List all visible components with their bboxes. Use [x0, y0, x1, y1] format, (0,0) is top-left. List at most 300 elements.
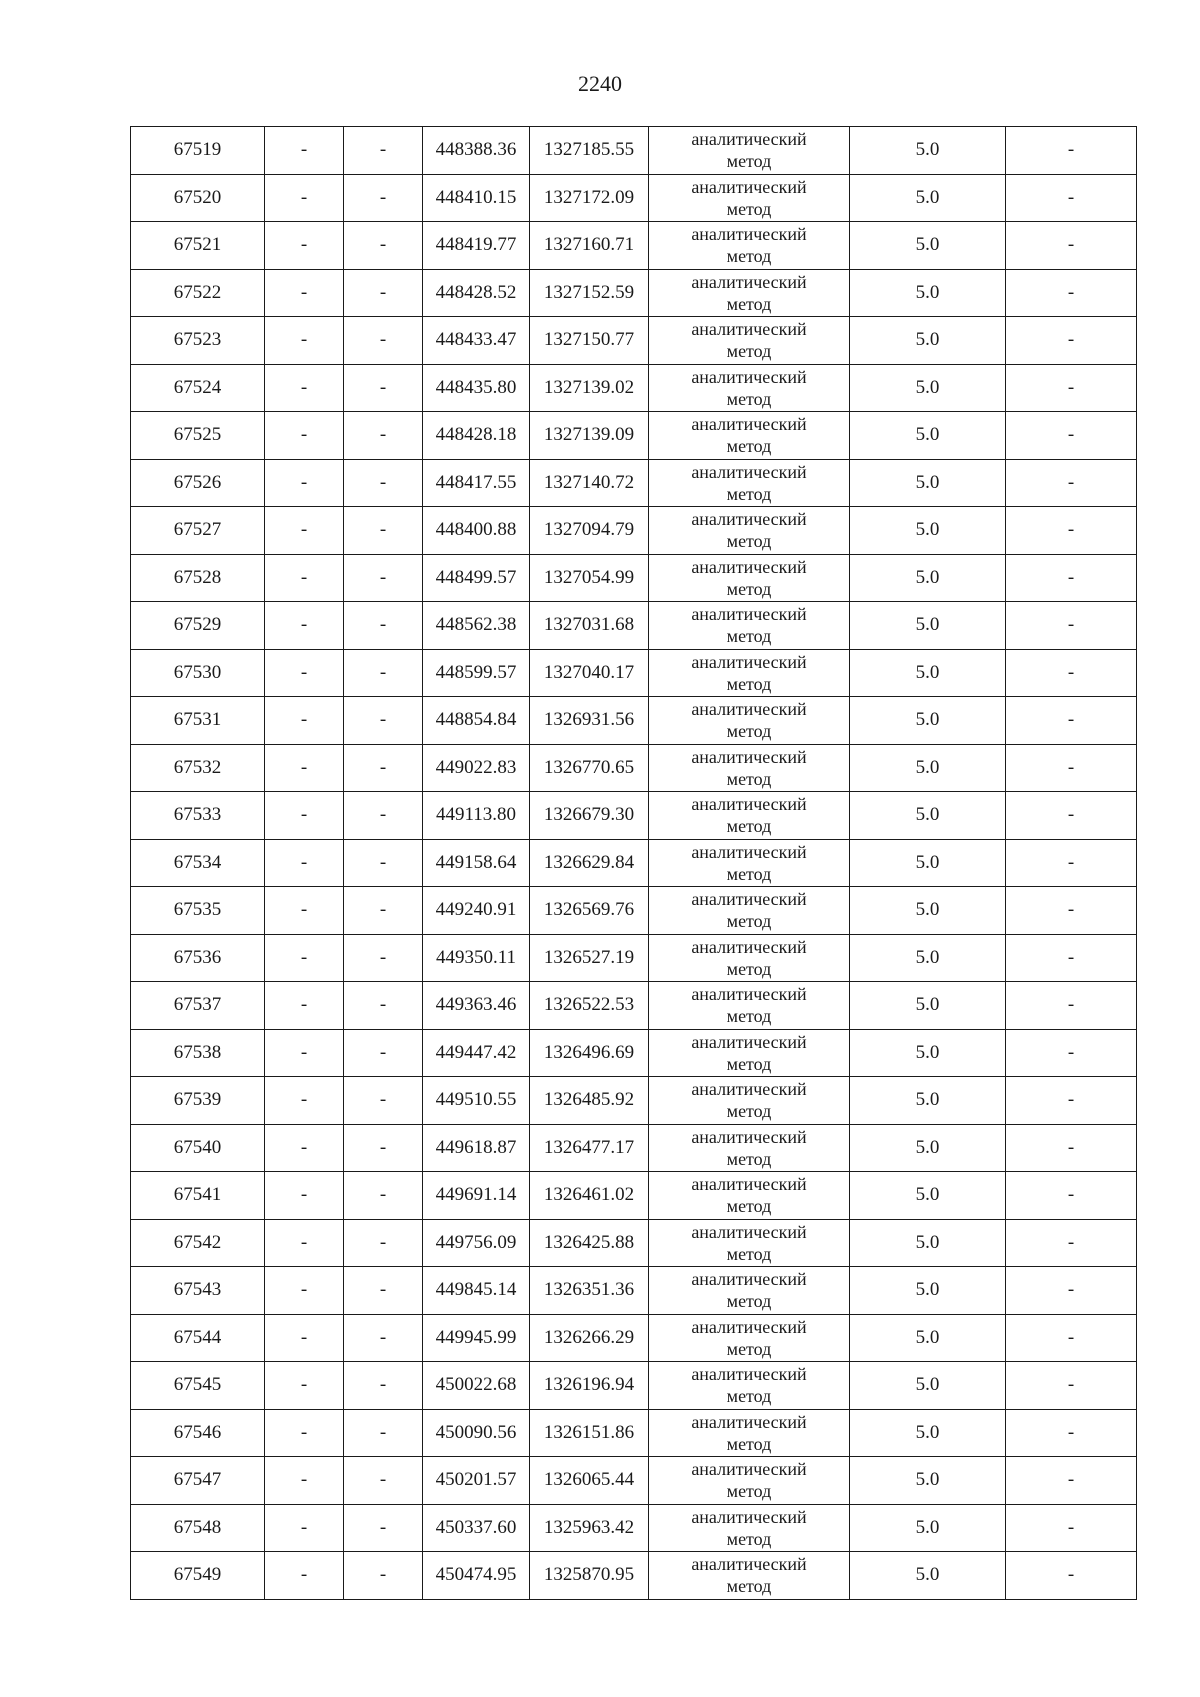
method-line-1: аналитический — [691, 651, 807, 672]
accuracy-cell: 5.0 — [850, 1457, 1006, 1505]
x-coordinate-cell: 449510.55 — [423, 1077, 530, 1125]
accuracy-cell: 5.0 — [850, 507, 1006, 555]
point-number-cell: 67544 — [131, 1314, 265, 1362]
point-number-cell: 67522 — [131, 269, 265, 317]
method-cell — [649, 554, 850, 602]
note-cell: - — [1006, 697, 1137, 745]
empty-cell-a: - — [265, 934, 344, 982]
accuracy-cell: 5.0 — [850, 554, 1006, 602]
empty-cell-b: - — [344, 127, 423, 175]
note-cell: - — [1006, 1314, 1137, 1362]
method-line-2: метод — [726, 626, 772, 647]
x-coordinate-cell: 448400.88 — [423, 507, 530, 555]
accuracy-cell: 5.0 — [850, 174, 1006, 222]
x-coordinate-cell: 450337.60 — [423, 1504, 530, 1552]
note-cell: - — [1006, 222, 1137, 270]
method-line-2: метод — [726, 673, 772, 694]
empty-cell-b: - — [344, 1504, 423, 1552]
empty-cell-b: - — [344, 1124, 423, 1172]
note-cell: - — [1006, 887, 1137, 935]
x-coordinate-cell: 448854.84 — [423, 697, 530, 745]
x-coordinate-cell: 448435.80 — [423, 364, 530, 412]
method-line-1: аналитический — [691, 224, 807, 245]
accuracy-cell: 5.0 — [850, 1267, 1006, 1315]
x-coordinate-cell: 449845.14 — [423, 1267, 530, 1315]
method-line-1: аналитический — [691, 129, 807, 150]
method-line-2: метод — [726, 911, 772, 932]
note-cell: - — [1006, 507, 1137, 555]
note-cell: - — [1006, 602, 1137, 650]
y-coordinate-cell: 1327172.09 — [530, 174, 649, 222]
method-line-1: аналитический — [691, 889, 807, 910]
method-line-1: аналитический — [691, 984, 807, 1005]
method-cell — [649, 222, 850, 270]
empty-cell-b: - — [344, 1362, 423, 1410]
method-cell — [649, 269, 850, 317]
method-line-1: аналитический — [691, 1554, 807, 1575]
method-line-2: метод — [726, 1006, 772, 1027]
note-cell: - — [1006, 1552, 1137, 1600]
table-row — [131, 412, 1137, 460]
method-line-1: аналитический — [691, 414, 807, 435]
method-line-2: метод — [726, 1101, 772, 1122]
method-line-1: аналитический — [691, 1221, 807, 1242]
method-line-2: метод — [726, 958, 772, 979]
table-row — [131, 1219, 1137, 1267]
accuracy-cell: 5.0 — [850, 364, 1006, 412]
table-row — [131, 1077, 1137, 1125]
table-row — [131, 554, 1137, 602]
empty-cell-a: - — [265, 222, 344, 270]
method-line-1: аналитический — [691, 746, 807, 767]
accuracy-cell: 5.0 — [850, 744, 1006, 792]
x-coordinate-cell: 448433.47 — [423, 317, 530, 365]
accuracy-cell: 5.0 — [850, 649, 1006, 697]
method-cell — [649, 317, 850, 365]
x-coordinate-cell: 448428.18 — [423, 412, 530, 460]
x-coordinate-cell: 448499.57 — [423, 554, 530, 602]
y-coordinate-cell: 1327139.09 — [530, 412, 649, 460]
y-coordinate-cell: 1327150.77 — [530, 317, 649, 365]
point-number-cell: 67543 — [131, 1267, 265, 1315]
point-number-cell: 67529 — [131, 602, 265, 650]
accuracy-cell: 5.0 — [850, 697, 1006, 745]
empty-cell-a: - — [265, 1172, 344, 1220]
accuracy-cell: 5.0 — [850, 1077, 1006, 1125]
point-number-cell: 67527 — [131, 507, 265, 555]
method-line-1: аналитический — [691, 794, 807, 815]
empty-cell-a: - — [265, 744, 344, 792]
empty-cell-b: - — [344, 602, 423, 650]
y-coordinate-cell: 1327152.59 — [530, 269, 649, 317]
y-coordinate-cell: 1327185.55 — [530, 127, 649, 175]
empty-cell-b: - — [344, 934, 423, 982]
page-number: 2240 — [578, 71, 622, 96]
method-line-2: метод — [726, 863, 772, 884]
accuracy-cell: 5.0 — [850, 269, 1006, 317]
y-coordinate-cell: 1325963.42 — [530, 1504, 649, 1552]
accuracy-cell: 5.0 — [850, 1029, 1006, 1077]
point-number-cell: 67541 — [131, 1172, 265, 1220]
y-coordinate-cell: 1326496.69 — [530, 1029, 649, 1077]
method-line-2: метод — [726, 436, 772, 457]
empty-cell-a: - — [265, 1457, 344, 1505]
point-number-cell: 67540 — [131, 1124, 265, 1172]
method-line-1: аналитический — [691, 1174, 807, 1195]
empty-cell-a: - — [265, 839, 344, 887]
method-line-1: аналитический — [691, 509, 807, 530]
accuracy-cell: 5.0 — [850, 222, 1006, 270]
y-coordinate-cell: 1326266.29 — [530, 1314, 649, 1362]
x-coordinate-cell: 450474.95 — [423, 1552, 530, 1600]
table-row — [131, 1029, 1137, 1077]
x-coordinate-cell: 448417.55 — [423, 459, 530, 507]
x-coordinate-cell: 448388.36 — [423, 127, 530, 175]
method-line-2: метод — [726, 578, 772, 599]
empty-cell-a: - — [265, 1314, 344, 1362]
y-coordinate-cell: 1327040.17 — [530, 649, 649, 697]
method-line-1: аналитический — [691, 1411, 807, 1432]
method-line-2: метод — [726, 1481, 772, 1502]
y-coordinate-cell: 1326527.19 — [530, 934, 649, 982]
table-row — [131, 459, 1137, 507]
empty-cell-a: - — [265, 412, 344, 460]
point-number-cell: 67545 — [131, 1362, 265, 1410]
table-row — [131, 1314, 1137, 1362]
accuracy-cell: 5.0 — [850, 1409, 1006, 1457]
y-coordinate-cell: 1326065.44 — [530, 1457, 649, 1505]
point-number-cell: 67521 — [131, 222, 265, 270]
method-line-2: метод — [726, 1291, 772, 1312]
empty-cell-a: - — [265, 459, 344, 507]
method-cell — [649, 1552, 850, 1600]
method-line-1: аналитический — [691, 1459, 807, 1480]
y-coordinate-cell: 1327160.71 — [530, 222, 649, 270]
note-cell: - — [1006, 412, 1137, 460]
empty-cell-b: - — [344, 1267, 423, 1315]
method-cell — [649, 459, 850, 507]
empty-cell-b: - — [344, 507, 423, 555]
note-cell: - — [1006, 127, 1137, 175]
note-cell: - — [1006, 1362, 1137, 1410]
empty-cell-a: - — [265, 1077, 344, 1125]
note-cell: - — [1006, 744, 1137, 792]
empty-cell-b: - — [344, 317, 423, 365]
method-line-2: метод — [726, 246, 772, 267]
point-number-cell: 67549 — [131, 1552, 265, 1600]
y-coordinate-cell: 1327054.99 — [530, 554, 649, 602]
table-row — [131, 507, 1137, 555]
empty-cell-b: - — [344, 1077, 423, 1125]
x-coordinate-cell: 448599.57 — [423, 649, 530, 697]
point-number-cell: 67520 — [131, 174, 265, 222]
x-coordinate-cell: 449022.83 — [423, 744, 530, 792]
method-cell — [649, 1124, 850, 1172]
method-line-2: метод — [726, 1433, 772, 1454]
table-row — [131, 887, 1137, 935]
method-cell — [649, 1267, 850, 1315]
point-number-cell: 67533 — [131, 792, 265, 840]
empty-cell-b: - — [344, 554, 423, 602]
method-line-1: аналитический — [691, 461, 807, 482]
table-body — [131, 127, 1137, 1600]
x-coordinate-cell: 449447.42 — [423, 1029, 530, 1077]
note-cell: - — [1006, 1029, 1137, 1077]
y-coordinate-cell: 1326770.65 — [530, 744, 649, 792]
empty-cell-b: - — [344, 1314, 423, 1362]
note-cell: - — [1006, 1124, 1137, 1172]
method-line-2: метод — [726, 1576, 772, 1597]
method-line-2: метод — [726, 198, 772, 219]
method-line-1: аналитический — [691, 1364, 807, 1385]
empty-cell-b: - — [344, 269, 423, 317]
empty-cell-b: - — [344, 364, 423, 412]
note-cell: - — [1006, 1267, 1137, 1315]
method-line-1: аналитический — [691, 271, 807, 292]
empty-cell-b: - — [344, 459, 423, 507]
point-number-cell: 67548 — [131, 1504, 265, 1552]
method-line-1: аналитический — [691, 1269, 807, 1290]
method-line-2: метод — [726, 721, 772, 742]
y-coordinate-cell: 1326931.56 — [530, 697, 649, 745]
empty-cell-a: - — [265, 1409, 344, 1457]
table-row — [131, 744, 1137, 792]
y-coordinate-cell: 1326151.86 — [530, 1409, 649, 1457]
method-line-2: метод — [726, 483, 772, 504]
method-line-2: метод — [726, 293, 772, 314]
empty-cell-b: - — [344, 744, 423, 792]
method-line-2: метод — [726, 816, 772, 837]
table-row — [131, 649, 1137, 697]
point-number-cell: 67546 — [131, 1409, 265, 1457]
x-coordinate-cell: 449113.80 — [423, 792, 530, 840]
y-coordinate-cell: 1327031.68 — [530, 602, 649, 650]
method-cell — [649, 1219, 850, 1267]
x-coordinate-cell: 449945.99 — [423, 1314, 530, 1362]
y-coordinate-cell: 1327140.72 — [530, 459, 649, 507]
method-line-2: метод — [726, 1148, 772, 1169]
method-line-1: аналитический — [691, 604, 807, 625]
method-cell — [649, 602, 850, 650]
method-cell — [649, 934, 850, 982]
method-cell — [649, 1409, 850, 1457]
method-line-1: аналитический — [691, 319, 807, 340]
empty-cell-a: - — [265, 507, 344, 555]
table-row — [131, 1124, 1137, 1172]
empty-cell-a: - — [265, 887, 344, 935]
point-number-cell: 67539 — [131, 1077, 265, 1125]
x-coordinate-cell: 450201.57 — [423, 1457, 530, 1505]
method-line-1: аналитический — [691, 699, 807, 720]
y-coordinate-cell: 1326351.36 — [530, 1267, 649, 1315]
note-cell: - — [1006, 1504, 1137, 1552]
accuracy-cell: 5.0 — [850, 982, 1006, 1030]
point-number-cell: 67542 — [131, 1219, 265, 1267]
table-row — [131, 792, 1137, 840]
method-line-1: аналитический — [691, 1079, 807, 1100]
method-cell — [649, 507, 850, 555]
accuracy-cell: 5.0 — [850, 934, 1006, 982]
table-row — [131, 364, 1137, 412]
note-cell: - — [1006, 649, 1137, 697]
empty-cell-a: - — [265, 1552, 344, 1600]
point-number-cell: 67526 — [131, 459, 265, 507]
method-line-1: аналитический — [691, 936, 807, 957]
note-cell: - — [1006, 1219, 1137, 1267]
method-cell — [649, 649, 850, 697]
y-coordinate-cell: 1326629.84 — [530, 839, 649, 887]
x-coordinate-cell: 450090.56 — [423, 1409, 530, 1457]
method-cell — [649, 1029, 850, 1077]
point-number-cell: 67547 — [131, 1457, 265, 1505]
empty-cell-a: - — [265, 1267, 344, 1315]
empty-cell-a: - — [265, 1362, 344, 1410]
empty-cell-b: - — [344, 1552, 423, 1600]
accuracy-cell: 5.0 — [850, 602, 1006, 650]
empty-cell-a: - — [265, 269, 344, 317]
y-coordinate-cell: 1326425.88 — [530, 1219, 649, 1267]
point-number-cell: 67523 — [131, 317, 265, 365]
accuracy-cell: 5.0 — [850, 839, 1006, 887]
method-line-1: аналитический — [691, 1506, 807, 1527]
table-row — [131, 1552, 1137, 1600]
x-coordinate-cell: 448410.15 — [423, 174, 530, 222]
method-line-2: метод — [726, 1196, 772, 1217]
method-line-2: метод — [726, 1338, 772, 1359]
y-coordinate-cell: 1326461.02 — [530, 1172, 649, 1220]
empty-cell-b: - — [344, 982, 423, 1030]
note-cell: - — [1006, 792, 1137, 840]
empty-cell-b: - — [344, 1409, 423, 1457]
x-coordinate-cell: 448428.52 — [423, 269, 530, 317]
table-row — [131, 269, 1137, 317]
point-number-cell: 67535 — [131, 887, 265, 935]
empty-cell-b: - — [344, 174, 423, 222]
empty-cell-a: - — [265, 1124, 344, 1172]
empty-cell-b: - — [344, 1172, 423, 1220]
point-number-cell: 67530 — [131, 649, 265, 697]
x-coordinate-cell: 449363.46 — [423, 982, 530, 1030]
empty-cell-a: - — [265, 174, 344, 222]
empty-cell-b: - — [344, 1029, 423, 1077]
empty-cell-a: - — [265, 317, 344, 365]
note-cell: - — [1006, 364, 1137, 412]
x-coordinate-cell: 448419.77 — [423, 222, 530, 270]
accuracy-cell: 5.0 — [850, 317, 1006, 365]
empty-cell-b: - — [344, 1457, 423, 1505]
note-cell: - — [1006, 934, 1137, 982]
method-cell — [649, 364, 850, 412]
method-cell — [649, 1077, 850, 1125]
x-coordinate-cell: 449158.64 — [423, 839, 530, 887]
point-number-cell: 67538 — [131, 1029, 265, 1077]
method-cell — [649, 697, 850, 745]
table-row — [131, 222, 1137, 270]
table-row — [131, 839, 1137, 887]
coordinates-table — [130, 126, 1137, 1600]
method-cell — [649, 174, 850, 222]
note-cell: - — [1006, 1457, 1137, 1505]
empty-cell-a: - — [265, 127, 344, 175]
empty-cell-a: - — [265, 697, 344, 745]
accuracy-cell: 5.0 — [850, 1172, 1006, 1220]
table-row — [131, 602, 1137, 650]
empty-cell-a: - — [265, 1029, 344, 1077]
method-cell — [649, 792, 850, 840]
y-coordinate-cell: 1325870.95 — [530, 1552, 649, 1600]
x-coordinate-cell: 449350.11 — [423, 934, 530, 982]
x-coordinate-cell: 450022.68 — [423, 1362, 530, 1410]
accuracy-cell: 5.0 — [850, 1124, 1006, 1172]
method-line-1: аналитический — [691, 366, 807, 387]
note-cell: - — [1006, 174, 1137, 222]
table-row — [131, 1267, 1137, 1315]
method-cell — [649, 1314, 850, 1362]
note-cell: - — [1006, 317, 1137, 365]
empty-cell-a: - — [265, 364, 344, 412]
note-cell: - — [1006, 554, 1137, 602]
accuracy-cell: 5.0 — [850, 1219, 1006, 1267]
table-row — [131, 1172, 1137, 1220]
note-cell: - — [1006, 1077, 1137, 1125]
table-row — [131, 174, 1137, 222]
table-row — [131, 1457, 1137, 1505]
method-line-2: метод — [726, 388, 772, 409]
empty-cell-a: - — [265, 982, 344, 1030]
table-row — [131, 934, 1137, 982]
table-row — [131, 1362, 1137, 1410]
note-cell: - — [1006, 839, 1137, 887]
y-coordinate-cell: 1326196.94 — [530, 1362, 649, 1410]
note-cell: - — [1006, 982, 1137, 1030]
method-line-2: метод — [726, 151, 772, 172]
method-cell — [649, 127, 850, 175]
method-line-1: аналитический — [691, 1316, 807, 1337]
empty-cell-b: - — [344, 697, 423, 745]
accuracy-cell: 5.0 — [850, 887, 1006, 935]
empty-cell-b: - — [344, 887, 423, 935]
empty-cell-b: - — [344, 792, 423, 840]
empty-cell-b: - — [344, 839, 423, 887]
table-row — [131, 1409, 1137, 1457]
empty-cell-a: - — [265, 792, 344, 840]
method-line-1: аналитический — [691, 1126, 807, 1147]
y-coordinate-cell: 1326477.17 — [530, 1124, 649, 1172]
empty-cell-b: - — [344, 412, 423, 460]
table-row — [131, 127, 1137, 175]
point-number-cell: 67519 — [131, 127, 265, 175]
empty-cell-a: - — [265, 1504, 344, 1552]
note-cell: - — [1006, 459, 1137, 507]
method-cell — [649, 1457, 850, 1505]
y-coordinate-cell: 1326485.92 — [530, 1077, 649, 1125]
point-number-cell: 67534 — [131, 839, 265, 887]
y-coordinate-cell: 1326522.53 — [530, 982, 649, 1030]
y-coordinate-cell: 1326569.76 — [530, 887, 649, 935]
method-line-1: аналитический — [691, 841, 807, 862]
method-cell — [649, 1362, 850, 1410]
point-number-cell: 67532 — [131, 744, 265, 792]
x-coordinate-cell: 449691.14 — [423, 1172, 530, 1220]
empty-cell-a: - — [265, 602, 344, 650]
point-number-cell: 67536 — [131, 934, 265, 982]
y-coordinate-cell: 1327139.02 — [530, 364, 649, 412]
table-row — [131, 697, 1137, 745]
empty-cell-b: - — [344, 1219, 423, 1267]
accuracy-cell: 5.0 — [850, 127, 1006, 175]
note-cell: - — [1006, 1172, 1137, 1220]
method-line-2: метод — [726, 341, 772, 362]
